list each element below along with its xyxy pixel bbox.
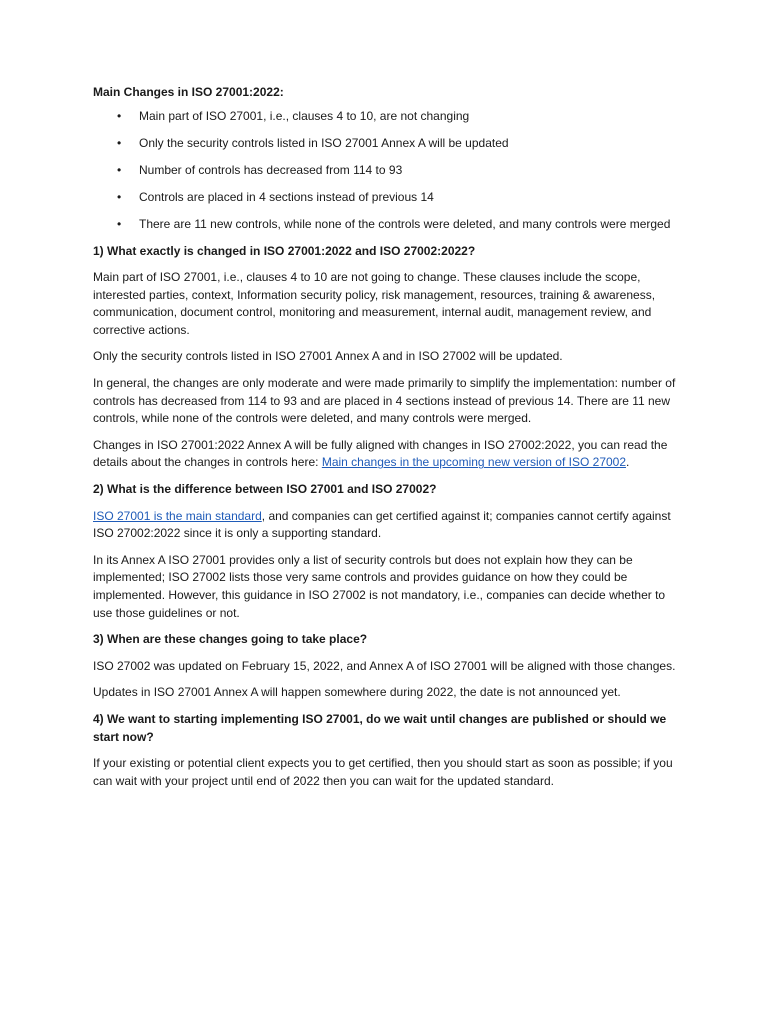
list-item-text: Main part of ISO 27001, i.e., clauses 4 to 10, are not changing: [139, 108, 470, 123]
list-item-text: Only the security controls listed in ISO 27001 Annex A will be updated: [139, 135, 509, 150]
q3-heading: 3) When are these changes going to take place?: [93, 632, 368, 647]
list-item: [93, 216, 683, 234]
bullet-icon: •: [117, 162, 122, 177]
q1-paragraph-4: [93, 437, 683, 472]
changes-list: [93, 108, 683, 234]
q4-paragraph-1: If your existing or potential client expects you to get certified, then you should start as soon as possible; if you can wait with your project until end of 2022 then you can wait for the updated standard.: [93, 756, 673, 788]
list-item-text: Number of controls has decreased from 114 to 93: [139, 162, 403, 177]
q1-paragraph-4-text: Changes in ISO 27001:2022 Annex A will be fully aligned with changes in ISO 27002:2022, you can read the details about the changes in controls here:: [93, 437, 668, 470]
bullet-icon: •: [117, 108, 122, 123]
q1-paragraph-4-end: .: [626, 455, 630, 470]
iso-27001-main-standard-link[interactable]: ISO 27001 is the main standard: [93, 508, 262, 523]
list-item: [93, 108, 683, 126]
q1-paragraph-3: In general, the changes are only moderate and were made primarily to simplify the implementation: number of controls has decreased from 114 to 93 and are placed in 4 sections instead of previous 14. There are 11 new controls, while none of the controls were deleted, and many controls were merged.: [93, 376, 676, 426]
q2-heading: 2) What is the difference between ISO 27001 and ISO 27002?: [93, 482, 437, 497]
q4-heading: 4) We want to starting implementing ISO 27001, do we wait until changes are published or should we start now?: [93, 711, 667, 744]
list-item: [93, 189, 683, 207]
q1-heading: 1) What exactly is changed in ISO 27001:2022 and ISO 27002:2022?: [93, 243, 476, 258]
bullet-icon: •: [117, 189, 122, 204]
q1-paragraph-2: Only the security controls listed in ISO 27001 Annex A and in ISO 27002 will be updated.: [93, 349, 563, 364]
list-item-text: Controls are placed in 4 sections instead of previous 14: [139, 189, 434, 204]
q1-paragraph-1: Main part of ISO 27001, i.e., clauses 4 to 10 are not going to change. These clauses include the scope, interested parties, context, Information security policy, risk management, resources, training & awareness, communication, document control, monitoring and measurement, internal audit, management review, and corrective actions.: [93, 270, 656, 337]
list-item: [93, 162, 683, 180]
q2-paragraph-1-text: , and companies can get certified against it; companies cannot certify against ISO 27002:2022 since it is only a supporting standard.: [93, 508, 671, 541]
q3-paragraph-1: ISO 27002 was updated on February 15, 2022, and Annex A of ISO 27001 will be aligned with those changes.: [93, 658, 676, 673]
intro-heading: Main Changes in ISO 27001:2022:: [93, 85, 284, 99]
bullet-icon: •: [117, 135, 122, 150]
q3-paragraph-2: Updates in ISO 27001 Annex A will happen somewhere during 2022, the date is not announced yet.: [93, 685, 621, 700]
iso-27002-changes-link[interactable]: Main changes in the upcoming new version of ISO 27002: [321, 455, 627, 470]
bullet-icon: •: [117, 216, 122, 231]
list-item: [93, 135, 683, 153]
q2-paragraph-2: In its Annex A ISO 27001 provides only a list of security controls but does not explain how they can be implemented; ISO 27002 lists those very same controls and provides guidance on how they could be implemented. However, this guidance in ISO 27002 is not mandatory, i.e., companies can decide whether to use those guidelines or not.: [93, 552, 666, 620]
list-item-text: There are 11 new controls, while none of the controls were deleted, and many controls were merged: [139, 216, 671, 231]
q2-paragraph-1: [93, 508, 683, 543]
document-body: [93, 84, 683, 799]
